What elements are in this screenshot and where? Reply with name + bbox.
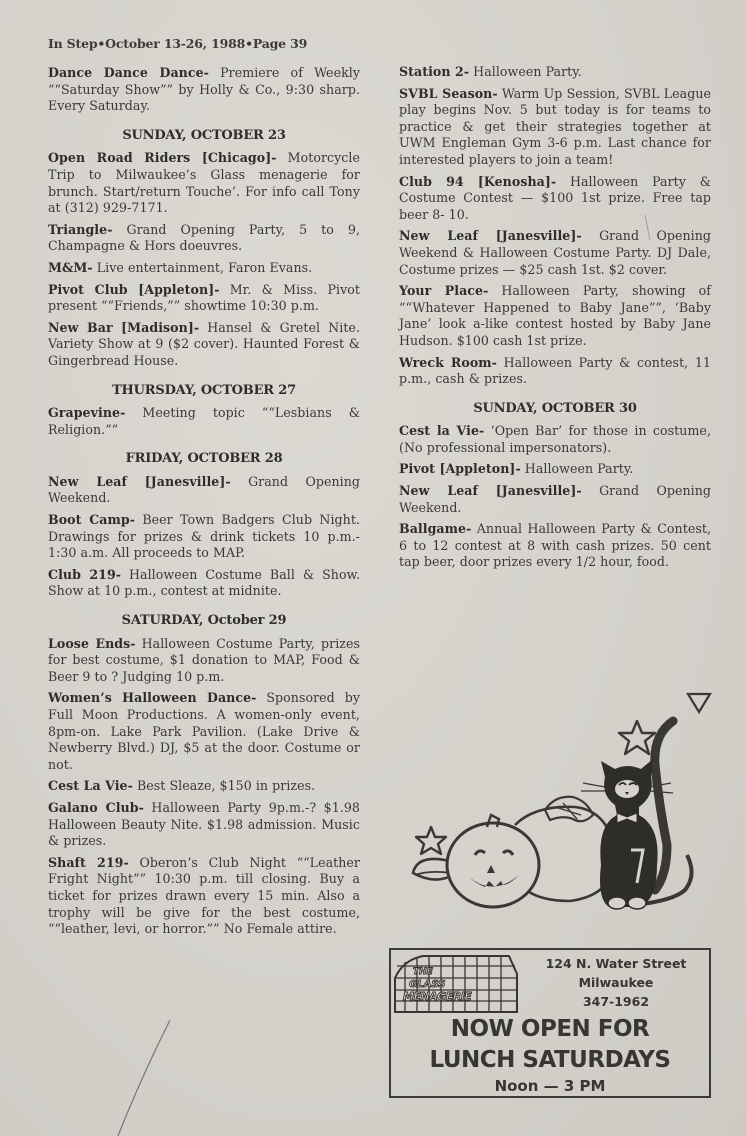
listing-text: Mr. & Miss. Pivot present ““Friends,”” showtime 10:30 p.m.: [48, 281, 360, 314]
listing-text: Halloween Costume Party, prizes for best costume, $1 donation to MAP, Food & Beer 9 to ? Judging 10 p.m.: [48, 635, 360, 684]
venue-name: Station 2-: [399, 64, 470, 79]
ad-city: Milwaukee: [578, 975, 654, 990]
listing-text: Annual Halloween Party & Contest, 6 to 12 contest at 8 with cash prizes. 50 cent tap beer, door prizes every 1/2 hour, food.: [399, 521, 711, 570]
venue-name: Club 94 [Kenosha]-: [399, 173, 557, 189]
listing-text: Sponsored by Full Moon Productions. A women-only event, 8pm-on. Lake Park Pavilion. (Lake Drive & Newberry Blvd.) DJ, $5 at the door. Costume or not.: [48, 690, 360, 772]
venue-name: New Leaf [Janesville]-: [399, 483, 582, 499]
ad-headline-line1: NOW OPEN FOR: [450, 1016, 650, 1042]
listing-text: Halloween Costume Ball & Show. Show at 10 p.m., contest at midnite.: [48, 566, 360, 599]
listing-entry: [399, 423, 711, 456]
listing-text: Halloween Party & Costume Contest — $100 1st prize. Free tap beer 8- 10.: [399, 173, 711, 222]
venue-name: Open Road Riders [Chicago]-: [48, 150, 277, 166]
listing-entry: [399, 355, 711, 388]
listing-text: Oberon’s Club Night ““Leather Fright Night”” 10:30 p.m. till closing. Buy a ticket for prizes drawn every 15 min. Also a trophy will be give for the best costume, ““leather, levi, or horror.”” No Female attire.: [48, 854, 361, 937]
listing-entry: [399, 283, 711, 349]
listing-text: Live entertainment, Faron Evans.: [92, 259, 313, 275]
left-column: [48, 65, 360, 943]
venue-name: Your Place-: [399, 283, 489, 299]
ad-headline-line2: LUNCH SATURDAYS: [429, 1047, 671, 1073]
listing-entry: [48, 800, 360, 850]
listing-text: Meeting topic ““Lesbians & Religion.””: [48, 405, 360, 437]
listing-text: ‘Open Bar’ for those in costume, (No professional impersonators).: [399, 423, 711, 455]
listing-text: Best Sleaze, $150 in prizes.: [132, 778, 316, 794]
listing-entry: [48, 260, 360, 277]
listing-entry: [399, 64, 711, 81]
running-head: In Step•October 13-26, 1988•Page 39: [48, 36, 308, 51]
venue-name: Galano Club-: [48, 799, 144, 815]
listing-entry: [399, 521, 711, 571]
venue-name: Grapevine-: [48, 405, 126, 421]
venue-name: Boot Camp-: [48, 512, 135, 528]
listing-entry: [399, 461, 711, 478]
venue-name: Pivot Club [Appleton]-: [48, 281, 220, 297]
listing-text: Grand Opening Party, 5 to 9, Champagne & Hors doeuvres.: [48, 221, 360, 254]
venue-name: M&M-: [48, 259, 93, 275]
ad-hours: Noon — 3 PM: [494, 1077, 606, 1095]
listing-entry: [48, 320, 360, 370]
ad-street: 124 N. Water Street: [545, 956, 687, 971]
listing-text: Halloween Party.: [469, 64, 582, 79]
venue-name: Ballgame-: [399, 521, 472, 537]
glass-menagerie-logo: [393, 954, 521, 1016]
venue-name: Cest La Vie-: [48, 778, 133, 794]
logo-line-the: THE: [413, 967, 433, 977]
listing-text: Beer Town Badgers Club Night. Drawings for prizes & drink tickets 10 p.m.- 1:30 a.m. All proceeds to MAP.: [48, 512, 360, 561]
ad-phone: 347-1962: [582, 994, 650, 1009]
listing-text: Warm Up Session, SVBL League play begins Nov. 5 but today is for teams to practice & get their strategies together at UWM Engleman Gym 3-6 p.m. Last chance for interested players to join a team!: [399, 85, 711, 167]
listing-entry: [399, 86, 711, 169]
day-heading: THURSDAY, OCTOBER 27: [112, 382, 296, 398]
listing-text: Grand Opening Weekend & Halloween Costume Party. DJ Dale, Costume prizes — $25 cash 1st. $2 cover.: [399, 228, 712, 277]
venue-name: New Leaf [Janesville]-: [48, 473, 231, 489]
venue-name: Club 219-: [48, 566, 122, 582]
venue-name: SVBL Season-: [399, 85, 498, 101]
venue-name: Pivot [Appleton]-: [399, 461, 521, 477]
listing-entry: [48, 405, 360, 438]
listing-entry: [48, 690, 360, 773]
logo-line-glass: GLASS: [409, 979, 446, 990]
listing-entry: [399, 228, 711, 278]
listing-entry: [48, 636, 360, 686]
listing-text: Hansel & Gretel Nite. Variety Show at 9 ($2 cover). Haunted Forest & Gingerbread House.: [48, 319, 360, 368]
logo-line-menagerie: MENAGERIE: [403, 990, 472, 1003]
glass-menagerie-ad: [389, 948, 711, 1098]
venue-name: Triangle-: [48, 221, 113, 237]
listing-text: Halloween Party.: [520, 461, 634, 477]
day-heading: SUNDAY, OCTOBER 30: [473, 400, 637, 416]
right-column: [399, 64, 711, 576]
listing-entry: [399, 174, 711, 224]
venue-name: Women’s Halloween Dance-: [48, 690, 257, 706]
star-icon: [619, 721, 655, 754]
listing-entry: [48, 512, 360, 562]
listing-entry: [48, 65, 360, 115]
listing-entry: [48, 855, 360, 938]
day-heading: SATURDAY, October 29: [121, 613, 287, 629]
venue-name: Dance Dance Dance-: [48, 65, 209, 80]
listing-text: Motorcycle Trip to Milwaukee’s Glass menagerie for brunch. Start/return Touche’. For info call Tony at (312) 929-7171.: [48, 150, 360, 216]
listing-text: Halloween Party, showing of ““Whatever Happened to Baby Jane””, ‘Baby Jane’ look a-like contest hosted by Baby Jane Hudson. $100 cash 1st prize.: [399, 283, 711, 348]
halloween-illustration: [405, 715, 705, 920]
listing-text: Halloween Party & contest, 11 p.m., cash & prizes.: [399, 354, 711, 387]
triangle-end-mark-icon: [686, 692, 712, 714]
venue-name: Wreck Room-: [399, 354, 497, 370]
day-heading: SUNDAY, OCTOBER 23: [122, 127, 286, 143]
star-icon: [416, 827, 446, 854]
listing-entry: [48, 282, 360, 315]
listing-text: Halloween Party 9p.m.-? $1.98 Halloween Beauty Nite. $1.98 admission. Music & prizes.: [48, 799, 360, 849]
listing-entry: [48, 222, 360, 255]
listing-text: Grand Opening Weekend.: [399, 483, 712, 515]
ad-address-block: [521, 954, 711, 1011]
venue-name: Cest la Vie-: [399, 423, 485, 439]
listing-entry: [48, 778, 360, 795]
listing-text: Premiere of Weekly ““Saturday Show”” by Holly & Co., 9:30 sharp. Every Saturday.: [48, 65, 360, 114]
venue-name: Loose Ends-: [48, 635, 136, 651]
listing-entry: [399, 483, 711, 516]
listing-entry: [48, 150, 360, 216]
listing-entry: [48, 474, 360, 507]
listing-entry: [48, 567, 360, 600]
day-heading: FRIDAY, OCTOBER 28: [125, 451, 283, 467]
venue-name: New Bar [Madison]-: [48, 319, 200, 335]
listing-text: Grand Opening Weekend.: [48, 473, 361, 506]
venue-name: New Leaf [Janesville]-: [399, 228, 582, 244]
venue-name: Shaft 219-: [48, 854, 129, 870]
